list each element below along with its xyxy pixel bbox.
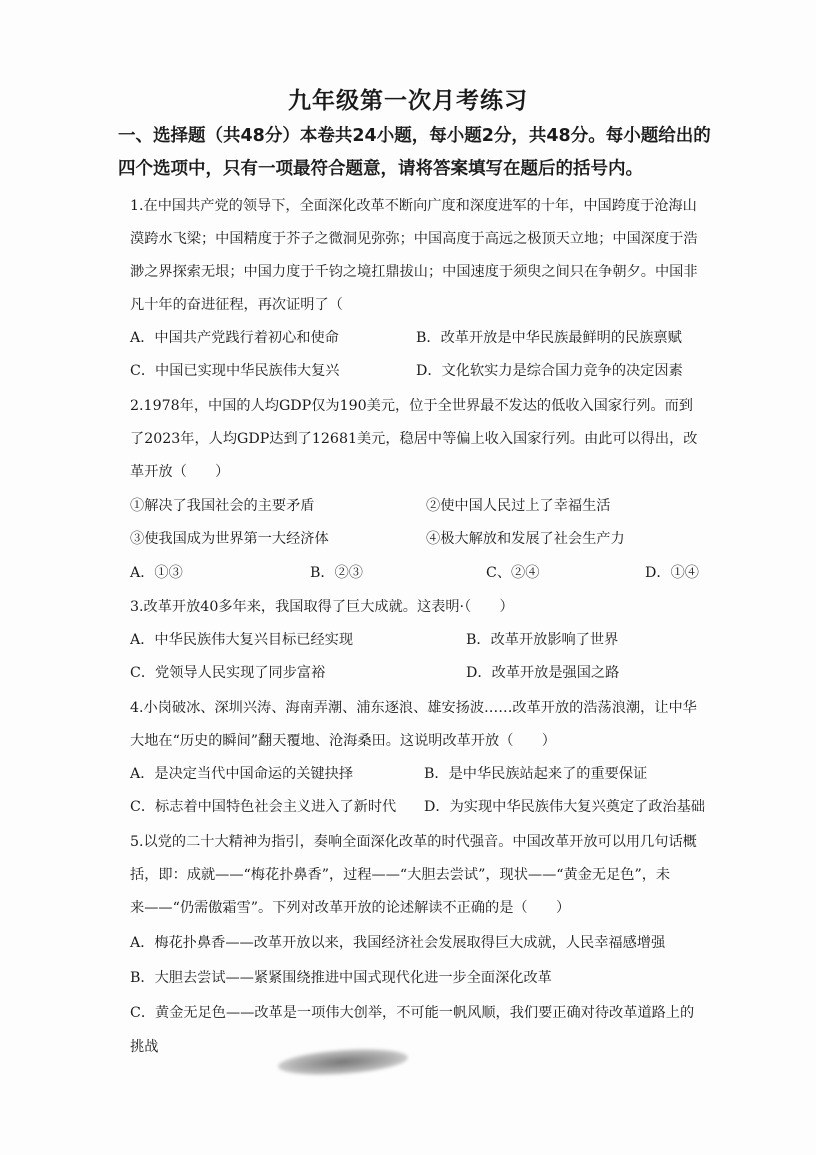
q1-option-b: B．改革开放是中华民族最鲜明的民族禀赋 [416,330,682,346]
q2-statement-4: ④极大解放和发展了社会生产力 [426,531,625,547]
q4-option-b: B．是中华民族站起来了的重要保证 [424,766,648,782]
q5-stem-line-1: 5.以党的二十大精神为指引，奏响全面深化改革的时代强音。中国改革开放可以用几句话概 [130,834,697,850]
q2-option-a: A．①③ [130,565,183,581]
q1-stem-line-3: 渺之界探索无垠；中国力度于千钧之境扛鼎拔山；中国速度于须臾之间只在争朝夕。中国非 [130,264,698,280]
q2-option-d: D．①④ [645,565,699,581]
q5-option-b: B．大胆去尝试——紧紧围绕推进中国式现代化进一步全面深化改革 [130,970,552,986]
q5-option-c-line-1: C．黄金无足色——改革是一项伟大创举，不可能一帆风顺，我们要正确对待改革道路上的 [130,1005,695,1021]
q3-option-c: C．党领导人民实现了同步富裕 [130,665,326,681]
q1-stem-line-1: 1.在中国共产党的领导下，全面深化改革不断向广度和深度进军的十年，中国跨度于沧海山 [130,198,697,214]
q2-option-c: C、②④ [486,565,540,581]
q2-statement-3: ③使我国成为世界第一大经济体 [130,531,329,547]
section-instructions-line-2: 四个选项中，只有一项最符合题意，请将答案填写在题后的括号内。 [118,159,643,179]
q5-option-c-line-2: 挑战 [130,1039,159,1055]
q1-option-d: D．文化软实力是综合国力竞争的决定因素 [416,363,683,379]
q1-option-a: A．中国共产党践行着初心和使命 [130,330,339,346]
q4-stem-line-2: 大地在“历史的瞬间”翻天覆地、沧海桑田。这说明改革开放（ ） [130,733,556,749]
section-instructions-line-1: 一、选择题（共48分）本卷共24小题，每小题2分，共48分。每小题给出的 [118,126,711,146]
q5-option-a: A．梅花扑鼻香——改革开放以来，我国经济社会发展取得巨大成就，人民幸福感增强 [130,935,666,951]
q5-stem-line-3: 来——“仍需傲霜雪”。下列对改革开放的论述解读不正确的是（ ） [130,900,571,916]
q4-option-a: A．是决定当代中国命运的关键抉择 [130,766,354,782]
q4-option-d: D．为实现中华民族伟大复兴奠定了政治基础 [424,799,705,815]
q3-option-a: A．中华民族伟大复兴目标已经实现 [130,632,354,648]
q2-statement-2: ②使中国人民过上了幸福生活 [426,498,611,514]
q2-stem-line-3: 革开放（ ） [130,464,230,480]
q4-option-c: C．标志着中国特色社会主义进入了新时代 [130,799,397,815]
q3-option-d: D．改革开放是强国之路 [466,665,620,681]
q3-option-b: B．改革开放影响了世界 [466,632,619,648]
q1-stem-line-4: 凡十年的奋进征程，再次证明了（ [130,297,343,313]
ink-smudge [277,1045,408,1078]
q4-stem-line-1: 4.小岗破冰、深圳兴涛、海南弄潮、浦东逐浪、雄安扬波……改革开放的浩荡浪潮，让中华 [130,700,697,716]
q2-statement-1: ①解决了我国社会的主要矛盾 [130,498,315,514]
q3-stem: 3.改革开放40多年来，我国取得了巨大成就。这表明·（ ） [130,599,514,615]
page-title: 九年级第一次月考练习 [288,88,528,114]
q2-stem-line-1: 2.1978年，中国的人均GDP仅为190美元，位于全世界最不发达的低收入国家行列。而到 [130,398,693,414]
q5-stem-line-2: 括，即：成就——“梅花扑鼻香”，过程——“大胆去尝试”，现状——“黄金无足色”，未 [130,867,671,883]
q2-stem-line-2: 了2023年，人均GDP达到了12681美元，稳居中等偏上收入国家行列。由此可以得出，改 [130,431,698,447]
q2-option-b: B．②③ [310,565,363,581]
q1-option-c: C．中国已实现中华民族伟大复兴 [130,363,340,379]
q1-stem-line-2: 漠跨水飞梁；中国精度于芥子之微洞见弥弥；中国高度于高远之极顶天立地；中国深度于浩 [130,231,698,247]
